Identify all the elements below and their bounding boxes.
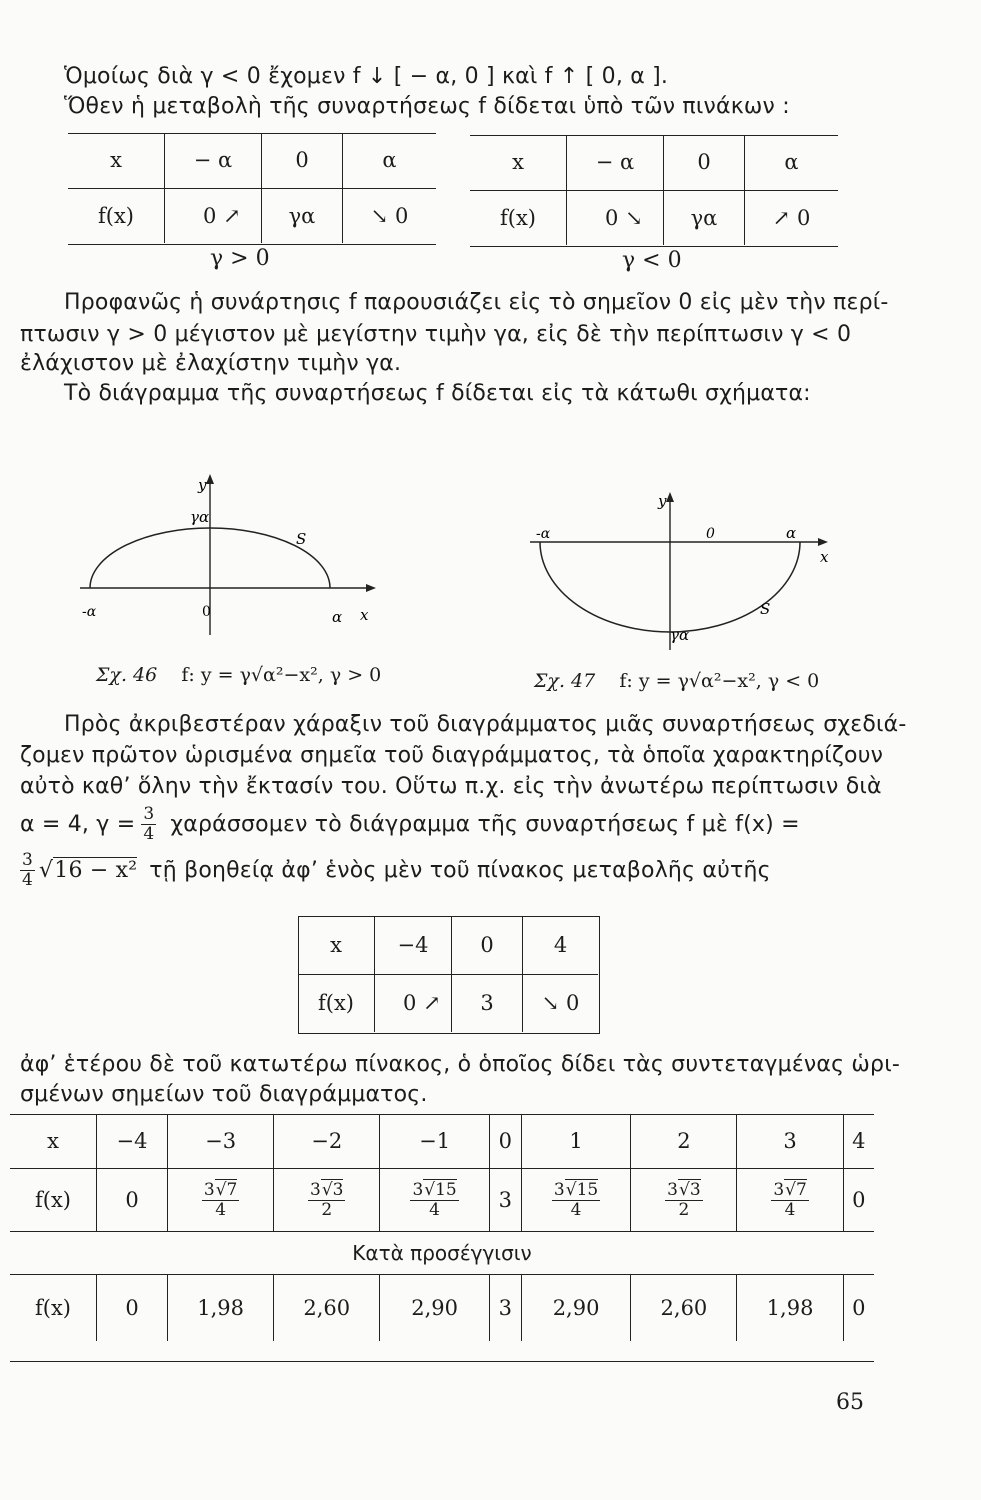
paragraph-3-line-3: αὐτὸ καθ’ ὅλην τὴν ἔκτασίν του. Οὕτω π.χ. εἰς τὴν ἀνωτέρω περίπτωσιν διὰ — [20, 774, 882, 799]
table-cell: −1 — [380, 1114, 490, 1169]
table-cell: 1 — [521, 1114, 631, 1169]
variation-table-gamma-negative — [470, 135, 838, 245]
table-header-fx: f(x) — [68, 188, 165, 243]
curve-label: S — [760, 600, 771, 618]
table-cell: 0 — [796, 205, 811, 230]
sqrt-sign: √ — [39, 858, 54, 883]
table-header-x: x — [470, 135, 567, 190]
page-number: 65 — [836, 1390, 864, 1415]
table-cell: −3 — [168, 1114, 274, 1169]
table-cell: 3 — [489, 1275, 521, 1342]
peak-label: γα — [190, 508, 210, 526]
table-cell: 1,98 — [168, 1275, 274, 1342]
increase-arrow: ↗ — [772, 205, 791, 230]
table-frame — [298, 916, 600, 1034]
formula-text-rest: τῇ βοηθείᾳ ἀφ’ ἑνὸς μὲν τοῦ πίνακος μεταβολῆς αὐτῆς — [149, 858, 771, 883]
decrease-arrow: ↘ — [370, 203, 389, 228]
table-cell: 4 — [843, 1114, 874, 1169]
table-cell: −4 — [97, 1114, 168, 1169]
origin-label: 0 — [202, 604, 211, 620]
table-cell: γα — [664, 190, 745, 245]
table-frame — [10, 1114, 874, 1362]
table-cell: 1,98 — [737, 1275, 843, 1342]
table-caption-1: γ > 0 — [210, 246, 270, 271]
table-cell: 2,60 — [274, 1275, 380, 1342]
table-cell: 3 — [489, 1169, 521, 1232]
trough-label: γα — [670, 626, 690, 644]
table-cell: − α — [567, 135, 664, 190]
table-header-fx: f(x) — [298, 974, 375, 1032]
figure-47-number: Σχ. 47 — [534, 670, 596, 692]
y-arrow-icon — [206, 474, 214, 484]
increase-arrow: ↗ — [223, 203, 241, 228]
left-label: -α — [82, 604, 97, 620]
formula-text-rest: χαράσσομεν τὸ διάγραμμα τῆς συναρτήσεως f μὲ f(x) = — [170, 812, 800, 837]
figure-46-formula: f: y = γ√α²−x², γ > 0 — [181, 664, 382, 686]
radicand: 16 − x² — [54, 858, 138, 883]
figure-47-diagram — [510, 490, 840, 660]
origin-label: 0 — [706, 526, 715, 542]
table-header-fx: f(x) — [10, 1275, 97, 1342]
x-arrow-icon — [818, 538, 828, 546]
table-cell: 0 — [489, 1114, 521, 1169]
table-cell: 2,60 — [631, 1275, 737, 1342]
table-cell: 0 — [262, 133, 343, 188]
figure-46-diagram — [70, 470, 390, 650]
table-cell: 2 — [631, 1114, 737, 1169]
table-cell: 0 — [403, 991, 417, 1016]
table-header-fx: f(x) — [10, 1169, 97, 1232]
formula-text: α = 4, γ = — [20, 812, 136, 837]
table-cell: 0 — [394, 203, 409, 228]
curve-label: S — [296, 530, 307, 548]
table-cell-exact: $\frac{3√15}{4}$ — [521, 1169, 631, 1232]
paragraph-1-line-3: ἐλάχιστον μὲ ἐλαχίστην τιμὴν γα. — [20, 351, 402, 376]
paragraph-3-line-2: ζομεν πρῶτον ὡρισμένα σημεῖα τοῦ διαγράμματος, τὰ ὁποῖα χαρακτηρίζουν — [20, 743, 884, 768]
y-arrow-icon — [666, 492, 674, 502]
paragraph-2: Τὸ διάγραμμα τῆς συναρτήσεως f δίδεται εἰς τὰ κάτωθι σχήματα: — [64, 381, 811, 406]
y-label: y — [198, 476, 207, 494]
table-cell: 0 — [203, 203, 217, 228]
x-arrow-icon — [366, 584, 376, 592]
x-label: x — [360, 606, 369, 624]
formula-line-1 — [20, 806, 800, 843]
figure-47-formula: f: y = γ√α²−x², γ < 0 — [619, 670, 820, 692]
table-cell: α — [343, 133, 437, 188]
table-cell: 0 — [565, 991, 580, 1016]
table-cell: 0 — [97, 1169, 168, 1232]
table-cell-exact: $\frac{3√3}{2}$ — [631, 1169, 737, 1232]
table-cell: 0 — [605, 205, 619, 230]
formula-line-2 — [20, 852, 771, 889]
table-cell-exact: $\frac{3√3}{2}$ — [274, 1169, 380, 1232]
table-header-x: x — [10, 1114, 97, 1169]
table-cell: − α — [165, 133, 262, 188]
table-cell: −2 — [274, 1114, 380, 1169]
table-header-x: x — [298, 916, 375, 974]
decrease-arrow: ↘ — [541, 991, 560, 1016]
increase-arrow: ↗ — [423, 991, 441, 1016]
table-cell-exact: $\frac{3√15}{4}$ — [380, 1169, 490, 1232]
paragraph-4-line-1: ἀφ’ ἑτέρου δὲ τοῦ κατωτέρω πίνακος, ὁ ὁποῖος δίδει τὰς συντεταγμένας ὡρι- — [20, 1052, 901, 1077]
paragraph-4-line-2: σμένων σημείων τοῦ διαγράμματος. — [20, 1082, 428, 1107]
table-cell: 0 — [452, 916, 523, 974]
intro-line-2: Ὅθεν ἡ μεταβολὴ τῆς συναρτήσεως f δίδεται ὑπὸ τῶν πινάκων : — [64, 94, 790, 119]
table-cell: −4 — [375, 916, 452, 974]
fraction: $\frac{3}{4}$ — [22, 850, 34, 890]
table-cell: 0 — [664, 135, 745, 190]
table-cell: 3 — [737, 1114, 843, 1169]
table-cell: α — [745, 135, 839, 190]
table-cell: 2,90 — [521, 1275, 631, 1342]
right-label: α — [332, 608, 343, 626]
paragraph-3-line-1: Πρὸς ἀκριβεστέραν χάραξιν τοῦ διαγράμματος μιᾶς συναρτήσεως σχεδιά- — [64, 712, 907, 737]
table-cell: 0 — [852, 1296, 866, 1320]
variation-table-gamma-positive — [68, 133, 436, 243]
table-header-fx: f(x) — [470, 190, 567, 245]
paragraph-1-line-1: Προφανῶς ἡ συνάρτησις f παρουσιάζει εἰς τὸ σημεῖον 0 εἰς μὲν τὴν περί- — [64, 290, 889, 315]
table-cell: 4 — [523, 916, 599, 974]
table-cell: 2,90 — [380, 1275, 490, 1342]
table-cell: γα — [262, 188, 343, 243]
figure-46-number: Σχ. 46 — [96, 664, 158, 686]
paragraph-1-line-2: πτωσιν γ > 0 μέγιστον μὲ μεγίστην τιμὴν γα, εἰς δὲ τὴν περίπτωσιν γ < 0 — [20, 322, 852, 347]
right-label: α — [786, 524, 797, 542]
fraction: $\frac{3}{4}$ — [143, 804, 155, 844]
x-label: x — [820, 548, 829, 566]
table-cell: 0 — [97, 1275, 168, 1342]
left-label: -α — [536, 526, 551, 542]
approx-label: Κατὰ προσέγγισιν — [10, 1232, 874, 1275]
table-cell-exact: $\frac{3√7}{4}$ — [737, 1169, 843, 1232]
table-caption-2: γ < 0 — [622, 248, 682, 273]
table-cell: 3 — [452, 974, 523, 1032]
y-label: y — [658, 492, 667, 510]
table-cell-exact: $\frac{3√7}{4}$ — [168, 1169, 274, 1232]
table-header-x: x — [68, 133, 165, 188]
intro-line-1: Ὁμοίως διὰ γ < 0 ἔχομεν f ↓ [ − α, 0 ] καὶ f ↑ [ 0, α ]. — [64, 64, 669, 89]
decrease-arrow: ↘ — [625, 205, 643, 230]
table-cell: 0 — [843, 1169, 874, 1232]
